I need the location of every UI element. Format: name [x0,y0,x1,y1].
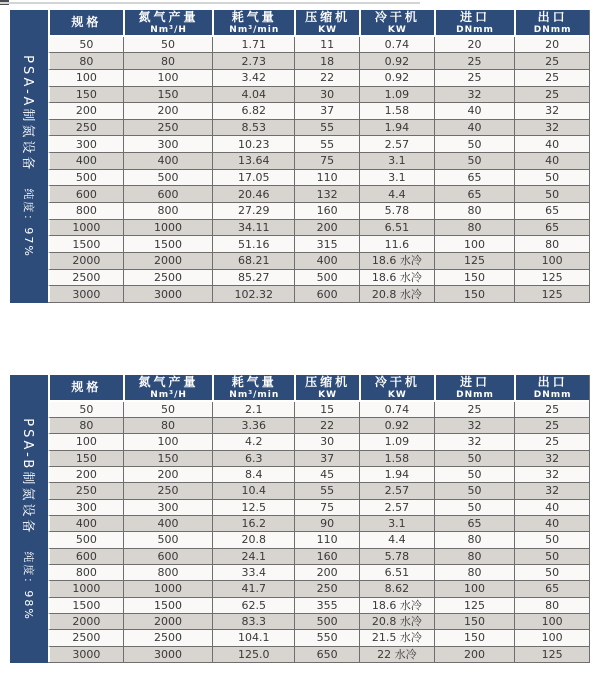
table-cell: 10.23 [212,135,294,152]
table-cell: 32 [514,482,589,498]
table-cell: 2000 [123,252,213,269]
table-cell: 600 [123,548,213,564]
table-row [48,433,589,449]
table-cell: 1.58 [359,102,434,119]
table-row [48,597,589,613]
table-cell: 80 [48,417,123,433]
table-cell: 250 [123,119,213,136]
table-cell: 3.1 [359,152,434,169]
table-cell: 6.82 [212,102,294,119]
table-row [48,202,589,219]
table-cell: 55 [294,119,359,136]
table-cell: 50 [514,531,589,547]
table-cell: 3000 [48,646,123,662]
table-cell: 315 [294,235,359,252]
table-cell: 150 [434,629,515,645]
table-cell: 24.1 [212,548,294,564]
table-cell: 25 [514,52,589,69]
table-cell: 250 [123,482,213,498]
table-cell: 50 [514,169,589,186]
table-cell: 0.92 [359,52,434,69]
table-cell: 125 [434,597,515,613]
column-header: 冷干机 KW [359,375,434,402]
table-cell: 18 [294,52,359,69]
table-cell: 80 [514,235,589,252]
table-cell: 300 [48,135,123,152]
table-cell: 150 [48,450,123,466]
table-cell: 125 [514,646,589,662]
table-cell: 500 [48,169,123,186]
table-row [48,548,589,564]
table-cell: 600 [48,548,123,564]
table-cell: 100 [48,433,123,449]
table-cell: 400 [123,515,213,531]
table-row [48,629,589,645]
table-cell: 1500 [48,597,123,613]
table-cell: 600 [294,285,359,302]
table-cell: 650 [294,646,359,662]
column-header: 耗气量 Nm³/min [212,375,294,402]
table-cell: 5.78 [359,202,434,219]
table-cell: 40 [514,515,589,531]
table-cell: 41.7 [212,580,294,596]
psa-a-spec-table [48,10,590,303]
table-cell: 80 [434,202,515,219]
table-cell: 0.74 [359,402,434,417]
table-cell: 110 [294,169,359,186]
table-cell: 1.94 [359,119,434,136]
table-cell: 25 [514,433,589,449]
table-cell: 75 [294,499,359,515]
table-cell: 80 [123,417,213,433]
table-row [48,531,589,547]
table-cell: 2.57 [359,482,434,498]
psa-b-spec-table [48,375,590,663]
table-row [48,466,589,482]
sidebar-title: PSA-A制氮设备 [19,55,35,173]
table-cell: 1000 [48,580,123,596]
table-cell: 25 [434,402,515,417]
table-cell: 125 [434,252,515,269]
table-row [48,102,589,119]
table-cell: 83.3 [212,613,294,629]
table-cell: 40 [434,102,515,119]
table-cell: 50 [434,466,515,482]
column-header: 冷干机 KW [359,10,434,37]
table-cell: 2000 [48,252,123,269]
table-cell: 100 [123,433,213,449]
table-cell: 80 [123,52,213,69]
table-cell: 8.4 [212,466,294,482]
table-row [48,402,589,417]
table-cell: 1.58 [359,450,434,466]
table-cell: 75 [294,152,359,169]
table-cell: 100 [514,613,589,629]
table-row [48,580,589,596]
table-cell: 500 [294,269,359,286]
table-header-row [48,375,589,402]
table-row [48,252,589,269]
table-cell: 150 [434,285,515,302]
table-cell: 100 [434,580,515,596]
table-cell: 6.51 [359,564,434,580]
scan-artifact [0,2,420,4]
table-cell: 65 [434,515,515,531]
table-cell: 85.27 [212,269,294,286]
table-cell: 18.6 水冷 [359,597,434,613]
table-cell: 20.8 水冷 [359,285,434,302]
table-cell: 132 [294,185,359,202]
table-cell: 11 [294,37,359,52]
table-cell: 300 [123,499,213,515]
table-cell: 16.2 [212,515,294,531]
column-header: 规格 [48,10,123,37]
table-cell: 65 [514,202,589,219]
table-cell: 400 [48,152,123,169]
table-cell: 50 [434,135,515,152]
table-cell: 3.42 [212,69,294,86]
table-cell: 6.3 [212,450,294,466]
table-cell: 32 [434,86,515,103]
table-row [48,450,589,466]
table-cell: 18.6 水冷 [359,252,434,269]
table-cell: 1.09 [359,86,434,103]
table-row [48,646,589,662]
table-cell: 200 [294,564,359,580]
table-cell: 100 [514,252,589,269]
table-cell: 3.1 [359,169,434,186]
table-cell: 500 [294,613,359,629]
table-cell: 30 [294,433,359,449]
column-header: 压缩机 KW [294,375,359,402]
table-cell: 5.78 [359,548,434,564]
table-row [48,515,589,531]
table-cell: 2000 [48,613,123,629]
table-cell: 25 [514,417,589,433]
table-cell: 550 [294,629,359,645]
table-cell: 250 [48,482,123,498]
table-cell: 12.5 [212,499,294,515]
table-cell: 4.4 [359,185,434,202]
table-cell: 4.4 [359,531,434,547]
table-cell: 21.5 水冷 [359,629,434,645]
table-cell: 1.71 [212,37,294,52]
table-row [48,37,589,52]
table-cell: 2500 [48,269,123,286]
table-cell: 80 [514,597,589,613]
table-cell: 25 [514,86,589,103]
table-cell: 104.1 [212,629,294,645]
table-cell: 50 [514,185,589,202]
table-cell: 3000 [123,646,213,662]
table-cell: 37 [294,102,359,119]
table-cell: 55 [294,135,359,152]
table-cell: 1500 [48,235,123,252]
table-cell: 500 [48,531,123,547]
table-cell: 80 [48,52,123,69]
table-cell: 32 [434,433,515,449]
table-cell: 50 [514,548,589,564]
table-cell: 150 [123,86,213,103]
table-cell: 22 [294,69,359,86]
table-cell: 40 [514,499,589,515]
psa-a-sidebar [10,10,48,303]
table-cell: 150 [123,450,213,466]
table-cell: 2.57 [359,499,434,515]
table-cell: 800 [123,564,213,580]
table-cell: 25 [434,69,515,86]
table-row [48,482,589,498]
table-cell: 65 [514,580,589,596]
table-cell: 3000 [48,285,123,302]
psa-b-sidebar-label [20,418,39,621]
table-cell: 50 [434,499,515,515]
column-header: 氮气产量 Nm³/H [123,10,213,37]
table-cell: 32 [514,450,589,466]
table-cell: 3.36 [212,417,294,433]
table-cell: 80 [434,531,515,547]
table-cell: 13.64 [212,152,294,169]
table-cell: 1.94 [359,466,434,482]
table-cell: 50 [48,402,123,417]
table-cell: 1500 [123,597,213,613]
column-header: 耗气量 Nm³/min [212,10,294,37]
table-cell: 800 [48,564,123,580]
table-row [48,169,589,186]
table-cell: 50 [514,564,589,580]
table-cell: 40 [434,119,515,136]
table-cell: 32 [514,466,589,482]
table-cell: 62.5 [212,597,294,613]
table-cell: 4.2 [212,433,294,449]
table-row [48,499,589,515]
table-cell: 200 [123,102,213,119]
psa-a-sidebar-label [20,55,39,258]
table-cell: 355 [294,597,359,613]
table-cell: 1000 [48,219,123,236]
table-cell: 20 [514,37,589,52]
table-cell: 45 [294,466,359,482]
table-row [48,135,589,152]
sidebar-title: PSA-B制氮设备 [19,417,35,535]
column-header: 压缩机 KW [294,10,359,37]
table-cell: 65 [514,219,589,236]
table-cell: 0.92 [359,69,434,86]
table-cell: 15 [294,402,359,417]
table-cell: 65 [434,185,515,202]
table-cell: 300 [48,499,123,515]
table-cell: 65 [434,169,515,186]
table-cell: 8.53 [212,119,294,136]
table-row [48,269,589,286]
table-cell: 500 [123,169,213,186]
table-cell: 27.29 [212,202,294,219]
psa-a-section [10,10,590,303]
table-cell: 600 [123,185,213,202]
table-cell: 32 [514,102,589,119]
table-cell: 25 [514,69,589,86]
table-cell: 4.04 [212,86,294,103]
table-cell: 1000 [123,580,213,596]
table-row [48,219,589,236]
table-cell: 80 [434,219,515,236]
column-header: 规格 [48,375,123,402]
table-cell: 200 [123,466,213,482]
table-cell: 50 [434,450,515,466]
table-cell: 20 [434,37,515,52]
table-cell: 2.73 [212,52,294,69]
table-cell: 150 [434,269,515,286]
table-cell: 300 [123,135,213,152]
table-cell: 100 [434,235,515,252]
table-cell: 400 [294,252,359,269]
table-cell: 17.05 [212,169,294,186]
table-row [48,119,589,136]
table-cell: 50 [48,37,123,52]
table-cell: 34.11 [212,219,294,236]
table-cell: 0.74 [359,37,434,52]
table-cell: 200 [48,102,123,119]
table-row [48,235,589,252]
table-cell: 40 [514,135,589,152]
table-row [48,613,589,629]
table-cell: 80 [434,548,515,564]
table-row [48,564,589,580]
table-cell: 1000 [123,219,213,236]
table-cell: 400 [48,515,123,531]
table-cell: 22 [294,417,359,433]
table-cell: 10.4 [212,482,294,498]
table-cell: 20.8 水冷 [359,613,434,629]
table-cell: 50 [123,37,213,52]
table-cell: 2.57 [359,135,434,152]
table-cell: 800 [48,202,123,219]
table-cell: 1.09 [359,433,434,449]
table-cell: 125 [514,269,589,286]
table-cell: 150 [48,86,123,103]
table-cell: 90 [294,515,359,531]
table-cell: 32 [434,417,515,433]
table-cell: 150 [434,613,515,629]
table-cell: 51.16 [212,235,294,252]
table-cell: 2500 [48,629,123,645]
table-cell: 18.6 水冷 [359,269,434,286]
table-cell: 2500 [123,269,213,286]
table-cell: 8.62 [359,580,434,596]
table-cell: 102.32 [212,285,294,302]
table-cell: 2.1 [212,402,294,417]
column-header: 氮气产量 Nm³/H [123,375,213,402]
table-cell: 400 [123,152,213,169]
table-cell: 68.21 [212,252,294,269]
table-cell: 2500 [123,629,213,645]
column-header: 进口 DNmm [434,375,515,402]
psa-b-sidebar [10,375,48,663]
column-header: 出口 DNmm [514,10,589,37]
table-cell: 50 [123,402,213,417]
table-cell: 20.8 [212,531,294,547]
table-cell: 160 [294,202,359,219]
table-cell: 600 [48,185,123,202]
table-cell: 100 [123,69,213,86]
table-cell: 250 [48,119,123,136]
table-cell: 11.6 [359,235,434,252]
table-cell: 2000 [123,613,213,629]
table-cell: 6.51 [359,219,434,236]
sidebar-subtitle: 纯度：98% [22,550,36,621]
sidebar-subtitle: 纯度：97% [22,188,36,258]
table-cell: 20.46 [212,185,294,202]
table-cell: 25 [434,52,515,69]
column-header: 进口 DNmm [434,10,515,37]
table-cell: 160 [294,548,359,564]
table-cell: 37 [294,450,359,466]
table-header-row [48,10,589,37]
table-cell: 33.4 [212,564,294,580]
table-cell: 0.92 [359,417,434,433]
column-header: 出口 DNmm [514,375,589,402]
table-cell: 3.1 [359,515,434,531]
table-cell: 100 [48,69,123,86]
table-cell: 30 [294,86,359,103]
table-cell: 50 [434,152,515,169]
table-cell: 80 [434,564,515,580]
table-row [48,152,589,169]
psa-b-section [10,375,590,663]
table-cell: 3000 [123,285,213,302]
table-cell: 200 [434,646,515,662]
table-cell: 22 水冷 [359,646,434,662]
table-cell: 110 [294,531,359,547]
table-cell: 40 [514,152,589,169]
table-cell: 125 [514,285,589,302]
table-row [48,417,589,433]
table-cell: 55 [294,482,359,498]
table-cell: 800 [123,202,213,219]
table-cell: 1500 [123,235,213,252]
table-row [48,86,589,103]
table-cell: 250 [294,580,359,596]
table-cell: 200 [48,466,123,482]
table-row [48,52,589,69]
table-cell: 32 [514,119,589,136]
table-cell: 500 [123,531,213,547]
table-row [48,69,589,86]
table-cell: 50 [434,482,515,498]
table-cell: 25 [514,402,589,417]
table-cell: 200 [294,219,359,236]
table-cell: 100 [514,629,589,645]
table-row [48,185,589,202]
table-cell: 125.0 [212,646,294,662]
table-row [48,285,589,302]
